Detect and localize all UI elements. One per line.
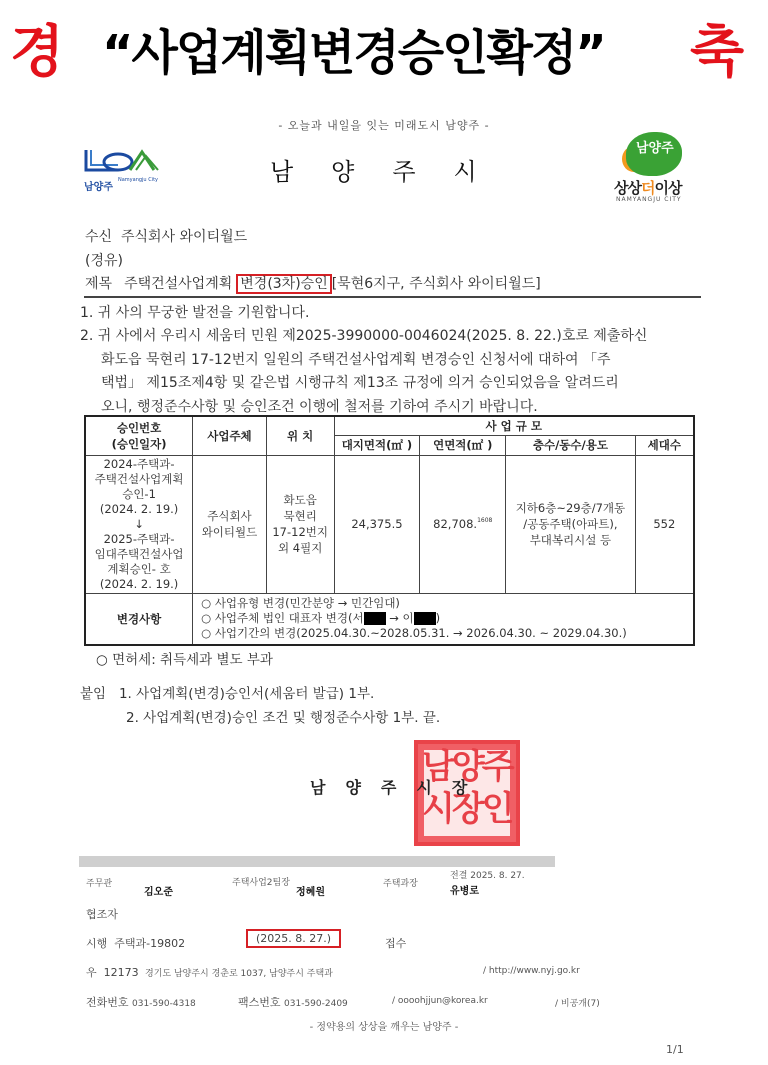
footer-slogan: - 정약용의 상상을 깨우는 남양주 -	[309, 1022, 459, 1033]
cooperator-label: 협조자	[86, 908, 118, 921]
name-2: 정혜원	[296, 887, 325, 898]
header-operator: 사업주체	[193, 416, 267, 455]
via-line: (경유)	[85, 253, 123, 269]
namyangju-city-logo-icon	[82, 146, 162, 194]
banner-right-char: 축	[690, 20, 745, 85]
right-logo-badge: 남양주	[636, 141, 674, 156]
header-location: 위 치	[266, 416, 334, 455]
receipt-label: 접수	[385, 937, 407, 950]
attachment-2: 2. 사업계획(변경)승인 조건 및 행정준수사항 1부. 끝.	[126, 710, 441, 726]
tax-note: ○ 면허세: 취득세과 별도 부과	[96, 652, 273, 668]
phone-line: 전화번호 031-590-4318	[86, 996, 196, 1009]
recipient: 주식회사 와이티월드	[120, 229, 248, 245]
changes-row	[85, 593, 694, 645]
header-households: 세대수	[635, 435, 694, 455]
cell-operator: 주식회사 와이티월드	[193, 455, 267, 593]
redacted-block	[414, 612, 436, 625]
approval-table	[84, 415, 695, 646]
attachment-1: 붙임 1. 사업계획(변경)승인서(세움터 발급) 1부.	[80, 686, 375, 702]
website-link[interactable]: / http://www.nyj.go.kr	[483, 966, 580, 976]
header-floors: 층수/동수/용도	[506, 435, 635, 455]
recipient-line	[85, 226, 247, 246]
redacted-block	[364, 612, 386, 625]
name-3: 유병로	[450, 886, 479, 897]
change-item: ○ 사업유형 변경(민간분양 → 민간임대)	[201, 596, 400, 611]
org-title: 남양주시	[270, 158, 515, 186]
cell-households: 552	[635, 455, 694, 593]
paragraph-1: 1. 귀 사의 무궁한 발전을 기원합니다.	[80, 305, 310, 321]
subject-label: 제목	[85, 276, 113, 292]
change-item: ○ 사업주체 법인 대표자 변경(서 → 이 )	[201, 611, 441, 626]
subject-highlight: 변경(3차)승인	[236, 274, 331, 294]
email-link[interactable]: / oooohjjun@korea.kr	[392, 996, 488, 1006]
cell-floors: 지하6층~29층/7개동 /공동주택(아파트), 부대복리시설 등	[506, 455, 635, 593]
header-divider	[84, 296, 701, 298]
role-3: 주택과장	[383, 879, 418, 889]
banner-left-char: 경	[10, 20, 65, 85]
disclosure: / 비공개(7)	[555, 999, 600, 1009]
paragraph-2: 2. 귀 사에서 우리시 세움터 민원 제2025-3990000-0046024(2025. 8. 22.)호로 제출하신 화도읍 묵현리 17-12번지 일원의 주택건설사업계획 변경승인 신청서에 대하여 「주 택법」 제15조제4항 및 같은법 시행규칙 제13조 규정에 의거 승인되었음을 알려드리 오니, 행정준수사항 및 승인조건 이행에 철저를 기하여 주시기 바랍니다.	[80, 328, 648, 415]
cell-floor-area: 82,708.$^{1608}$	[420, 455, 506, 593]
enforce-line: 시행 주택과-19802	[86, 937, 186, 950]
page-number: 1/1	[666, 1043, 684, 1056]
cell-site-area: 24,375.5	[334, 455, 420, 593]
headline-banner	[0, 8, 768, 103]
namyangju-slogan-logo-icon	[612, 130, 702, 215]
right-logo-slogan: 상상더이상	[614, 179, 682, 197]
mayor-signature: 남양주시장	[310, 778, 488, 797]
header-site-area: 대지면적(㎡ )	[334, 435, 420, 455]
table-row	[85, 455, 694, 593]
change-item: ○ 사업기간의 변경(2025.04.30.~2028.05.31. → 2026.04.30. ~ 2029.04.30.)	[201, 626, 627, 641]
role-2: 주택사업2팀장	[232, 878, 290, 888]
changes-list	[193, 593, 694, 645]
cell-approval-no: 2024-주택과- 주택건설사업계획 승인-1 (2024. 2. 19.) ↓ 2025-주택과- 임대주택건설사업 계획승인- 호 (2024. 2. 19.)	[85, 455, 193, 593]
final-approval: 전결 2025. 8. 27.	[450, 871, 525, 881]
banner-headline: “사업계획변경승인확정”	[102, 25, 605, 81]
changes-label: 변경사항	[85, 593, 193, 645]
header-scale: 사 업 규 모	[334, 416, 694, 435]
address: 경기도 남양주시 경춘로 1037, 남양주시 주택과	[145, 969, 333, 979]
name-1: 김오준	[144, 887, 173, 898]
fax-line: 팩스번호 031-590-2409	[238, 996, 348, 1009]
enforce-date: (2025. 8. 27.)	[246, 932, 341, 945]
header-floor-area: 연면적(㎡ )	[420, 435, 506, 455]
top-slogan: - 오늘과 내일을 잇는 미래도시 남양주 -	[278, 119, 490, 132]
zip-line: 우 12173	[86, 966, 139, 979]
recipient-label: 수신	[85, 229, 113, 245]
approval-divider	[79, 856, 555, 867]
left-logo-sub: Namyangju City	[118, 177, 158, 183]
seal-text: 남양주 시장인	[422, 747, 512, 829]
left-logo-text: 남양주	[84, 182, 113, 193]
header-approval-no: 승인번호 (승인일자)	[85, 416, 193, 455]
right-logo-city: NAMYANGJU CITY	[616, 196, 682, 203]
role-1: 주무관	[86, 879, 113, 889]
subject-line: 제목 주택건설사업계획 변경(3차)승인 [묵현6지구, 주식회사 와이티월드]	[85, 276, 541, 292]
cell-location: 화도읍 묵현리 17-12번지 외 4필지	[266, 455, 334, 593]
